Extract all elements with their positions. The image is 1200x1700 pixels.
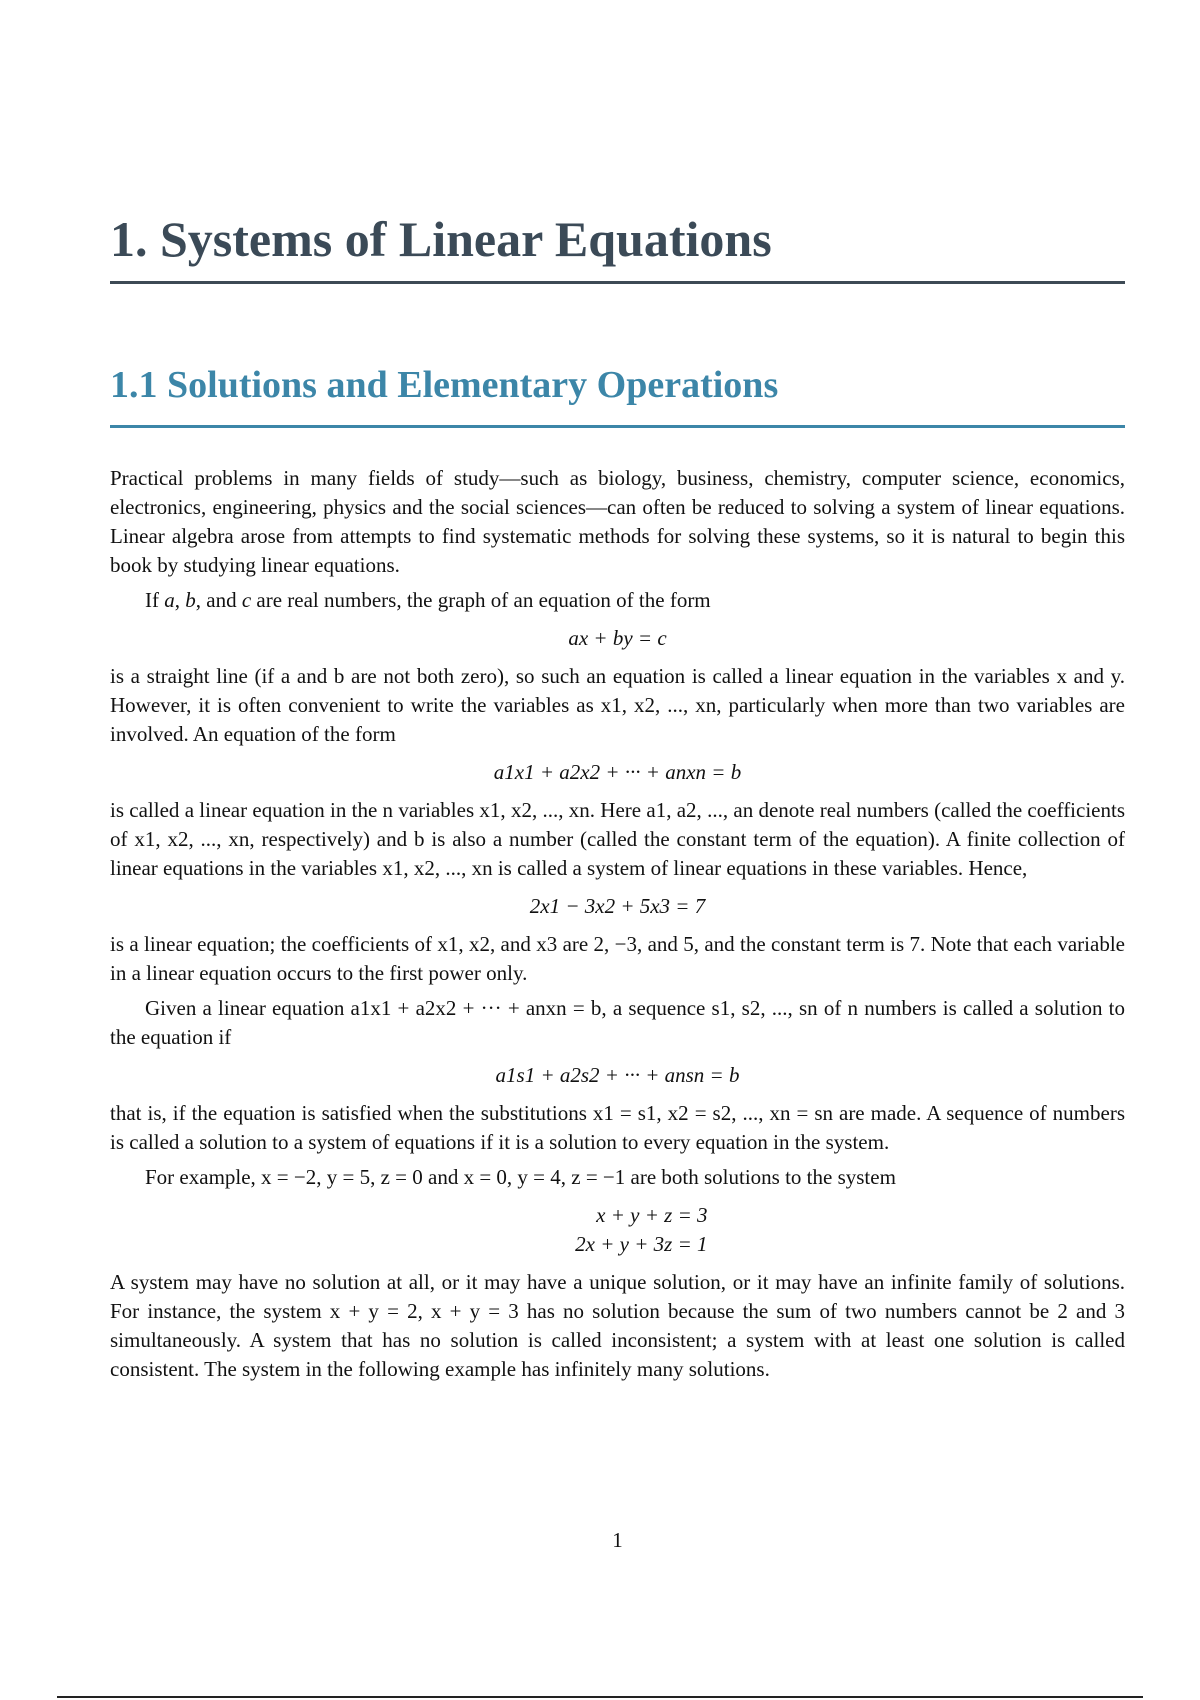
equation-general: a1x1 + a2x2 + ··· + anxn = b bbox=[493, 760, 742, 784]
paragraph-intro: Practical problems in many fields of study—such as biology, business, chemistry, computer science, economics, electronics, engineering, physics and the social sciences—can often be reduced to solving a system of linear equations. Linear algebra arose from attempts to find systematic methods for solving these systems, so it is natural to begin this book by studying linear equations. bbox=[110, 466, 1125, 577]
chapter-rule bbox=[110, 281, 1125, 284]
paragraph-graph: If a, b, and c are real numbers, the graph of an equation of the form bbox=[145, 588, 711, 612]
paragraph-substitution: that is, if the equation is satisfied when the substitutions x1 = s1, x2 = s2, ..., xn = sn are made. A sequence of numbers is called a solution to a system of equations if it is a solution to every equation in the system. bbox=[110, 1101, 1125, 1154]
paragraph-solution-def: Given a linear equation a1x1 + a2x2 + ··· + anxn = b, a sequence s1, s2, ..., sn of n numbers is called a solution to the equation if bbox=[110, 996, 1125, 1049]
body-text bbox=[110, 464, 1125, 1384]
system-row-1: x + y + z = 3 bbox=[596, 1203, 708, 1227]
section-title: 1.1 Solutions and Elementary Operations bbox=[110, 364, 779, 406]
equation-example: 2x1 − 3x2 + 5x3 = 7 bbox=[529, 894, 706, 918]
paragraph-coefficients: is a linear equation; the coefficients of x1, x2, and x3 are 2, −3, and 5, and the constant term is 7. Note that each variable in a linear equation occurs to the first power only. bbox=[110, 932, 1125, 985]
chapter-title: 1. Systems of Linear Equations bbox=[110, 211, 772, 267]
page-number: 1 bbox=[612, 1528, 623, 1552]
section-rule bbox=[110, 425, 1125, 428]
equation-solution: a1s1 + a2s2 + ··· + ansn = b bbox=[495, 1063, 740, 1087]
footer-rule bbox=[57, 1696, 1143, 1698]
paragraph-definition: is called a linear equation in the n variables x1, x2, ..., xn. Here a1, a2, ..., an denote real numbers (called the coefficients of x1, x2, ..., xn, respectively) and b is also a number (called the constant term of the equation). A finite collection of linear equations in the variables x1, x2, ..., xn is called a system of linear equations in these variables. Hence, bbox=[110, 798, 1125, 880]
paragraph-consistency: A system may have no solution at all, or it may have a unique solution, or it may have an infinite family of solutions. For instance, the system x + y = 2, x + y = 3 has no solution because the sum of two numbers cannot be 2 and 3 simultaneously. A system that has no solution is called inconsistent; a system with at least one solution is called consistent. The system in the following example has infinitely many solutions. bbox=[110, 1270, 1125, 1381]
equation-line: ax + by = c bbox=[568, 626, 667, 650]
paragraph-example: For example, x = −2, y = 5, z = 0 and x = 0, y = 4, z = −1 are both solutions to the system bbox=[145, 1165, 896, 1189]
equation-system bbox=[528, 1201, 708, 1259]
paragraph-straight-line: is a straight line (if a and b are not both zero), so such an equation is called a linear equation in the variables x and y. However, it is often convenient to write the variables as x1, x2, ..., xn, particularly when more than two variables are involved. An equation of the form bbox=[110, 664, 1125, 746]
system-row-2: 2x + y + 3z = 1 bbox=[575, 1232, 708, 1256]
